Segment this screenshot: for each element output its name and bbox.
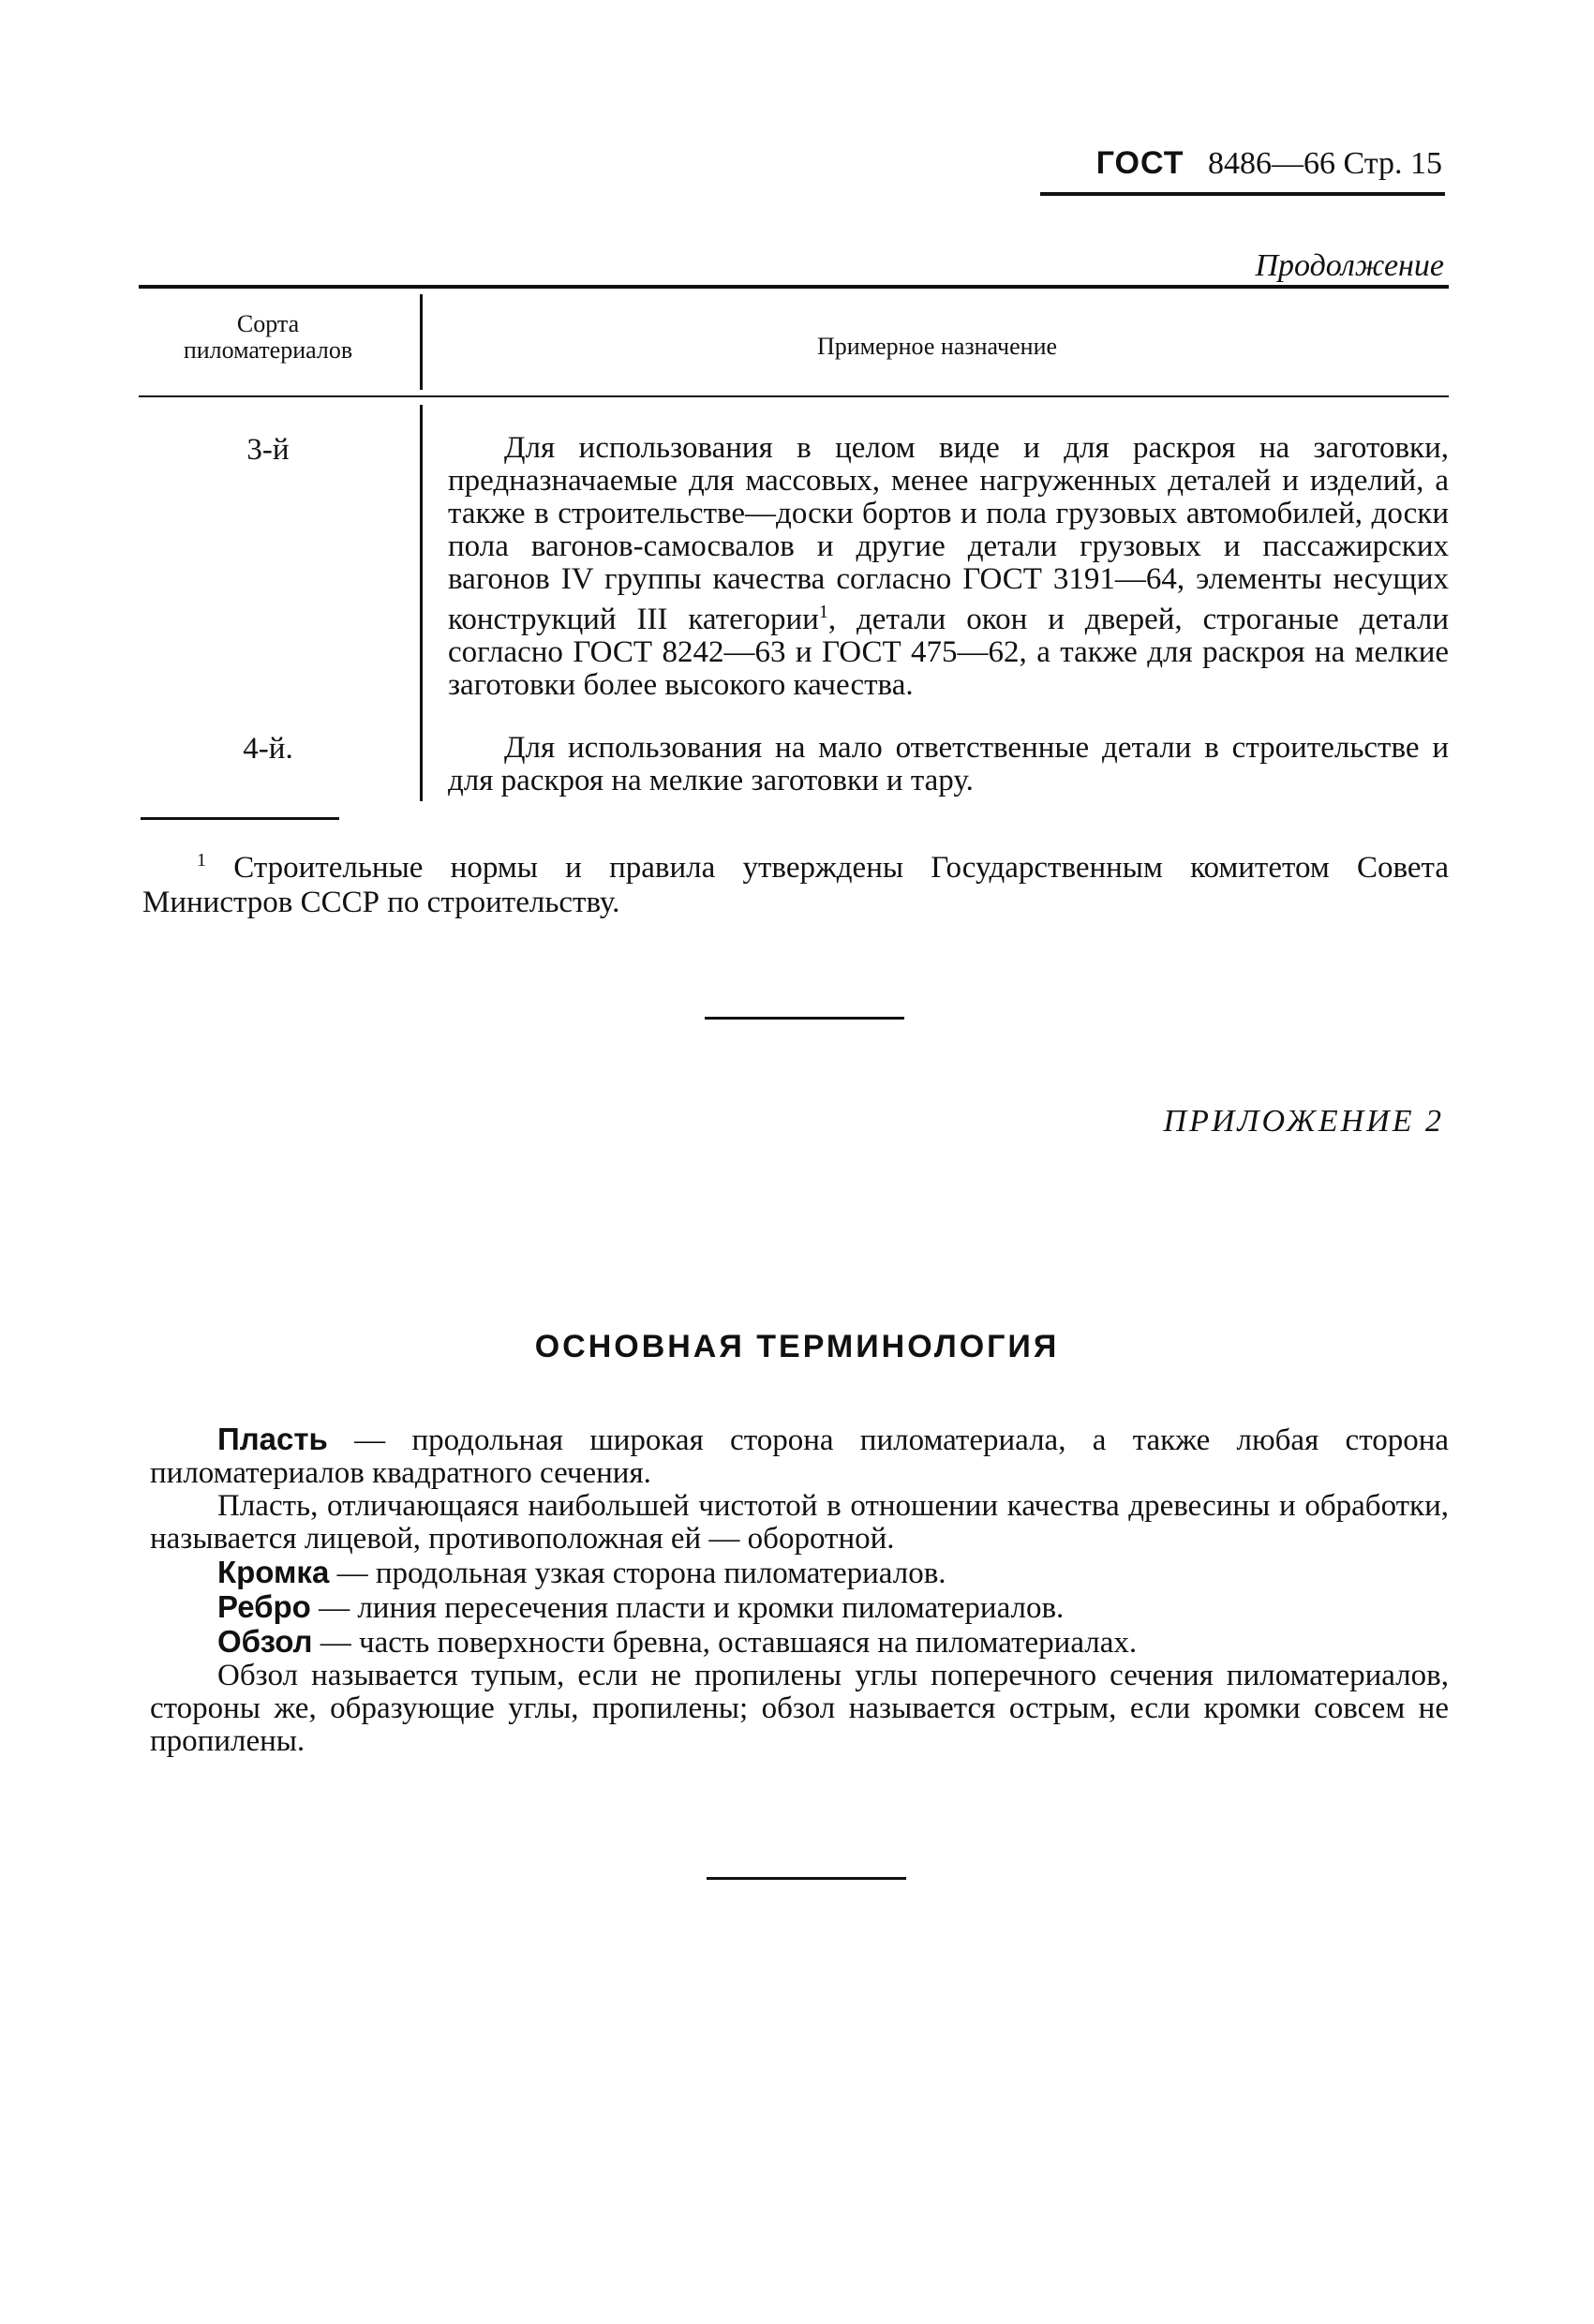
footnote-text: Строительные нормы и правила утверждены Государственным комитетом Совета Министров СССР по строительству. [142, 851, 1449, 919]
term-name: Пласть [217, 1422, 328, 1456]
term-name: Кромка [217, 1555, 330, 1589]
purpose-grade-3-text-rest: , детали окон и дверей, строганые детали согласно ГОСТ 8242—63 и ГОСТ 475—62, а также для раскроя на мелкие заготовки более высокого качества. [448, 603, 1449, 702]
section-divider-top [705, 1017, 904, 1020]
term-entry [150, 1490, 1449, 1556]
purpose-grade-3 [448, 432, 1449, 702]
term-definition: — продольная широкая сторона пиломатериала, а также любая сторона пиломатериалов квадратного сечения. [150, 1423, 1449, 1490]
grade-3: 3-й [246, 433, 290, 467]
table-top-rule [139, 285, 1449, 289]
term-definition: — продольная узкая сторона пиломатериалов. [329, 1557, 946, 1590]
purpose-grade-4 [448, 732, 1449, 797]
purpose-grade-3-text: Для использования в целом виде и для раскроя на заготовки, предназначаемые для массовых, менее нагруженных деталей и изделий, а также в строительстве—доски бортов и пола грузовых автомобилей, доски пола вагонов-самосвалов и другие детали грузовых и пассажирских вагонов IV группы качества согласно ГОСТ 3191—64, элементы несущих конструкций III категории [448, 431, 1449, 636]
page-number: Стр. 15 [1343, 146, 1442, 181]
term-entry [150, 1590, 1449, 1625]
body-column-divider [420, 405, 423, 801]
section-divider-bottom [707, 1877, 906, 1880]
column-header-purpose: Примерное назначение [816, 333, 1058, 360]
footnote [142, 843, 1449, 920]
term-definition: Обзол называется тупым, если не пропилены углы поперечного сечения пиломатериалов, стороны же, образующие углы, пропилены; обзол называется острым, если кромки совсем не пропилены. [150, 1659, 1449, 1758]
purpose-footnote-mark: 1 [818, 602, 828, 622]
term-entry [150, 1556, 1449, 1590]
term-definition: Пласть, отличающаяся наибольшей чистотой в отношении качества древесины и обработки, называется лицевой, противоположная ей — оборотной. [150, 1489, 1449, 1556]
footnote-separator [141, 817, 339, 820]
header-underline [1040, 192, 1445, 196]
term-entry [150, 1625, 1449, 1660]
appendix-title: ОСНОВНАЯ ТЕРМИНОЛОГИЯ [534, 1329, 1060, 1364]
term-entry [150, 1423, 1449, 1490]
column-header-grades-line1: Сорта [236, 310, 300, 337]
table-header-rule [139, 395, 1449, 397]
column-header-grades [141, 311, 395, 364]
table-continuation-label: Продолжение [1255, 248, 1444, 283]
footnote-mark: 1 [197, 850, 206, 871]
terminology-list [150, 1423, 1449, 1758]
page-header [1096, 145, 1442, 182]
grade-4: 4-й. [243, 732, 293, 766]
term-definition: — часть поверхности бревна, оставшаяся на пиломатериалах. [312, 1626, 1138, 1660]
term-name: Обзол [217, 1624, 313, 1659]
purpose-grade-4-text: Для использования на мало ответственные детали в строительстве и для раскроя на мелкие заготовки и тару. [448, 731, 1449, 797]
header-column-divider [420, 294, 423, 390]
term-entry [150, 1660, 1449, 1758]
term-name: Ребро [217, 1589, 311, 1624]
term-definition: — линия пересечения пласти и кромки пиломатериалов. [310, 1591, 1065, 1625]
appendix-label: ПРИЛОЖЕНИЕ 2 [1163, 1104, 1444, 1139]
document-number: 8486—66 [1207, 146, 1335, 181]
standard-label: ГОСТ [1095, 145, 1184, 181]
column-header-grades-line2: пиломатериалов [183, 336, 353, 364]
